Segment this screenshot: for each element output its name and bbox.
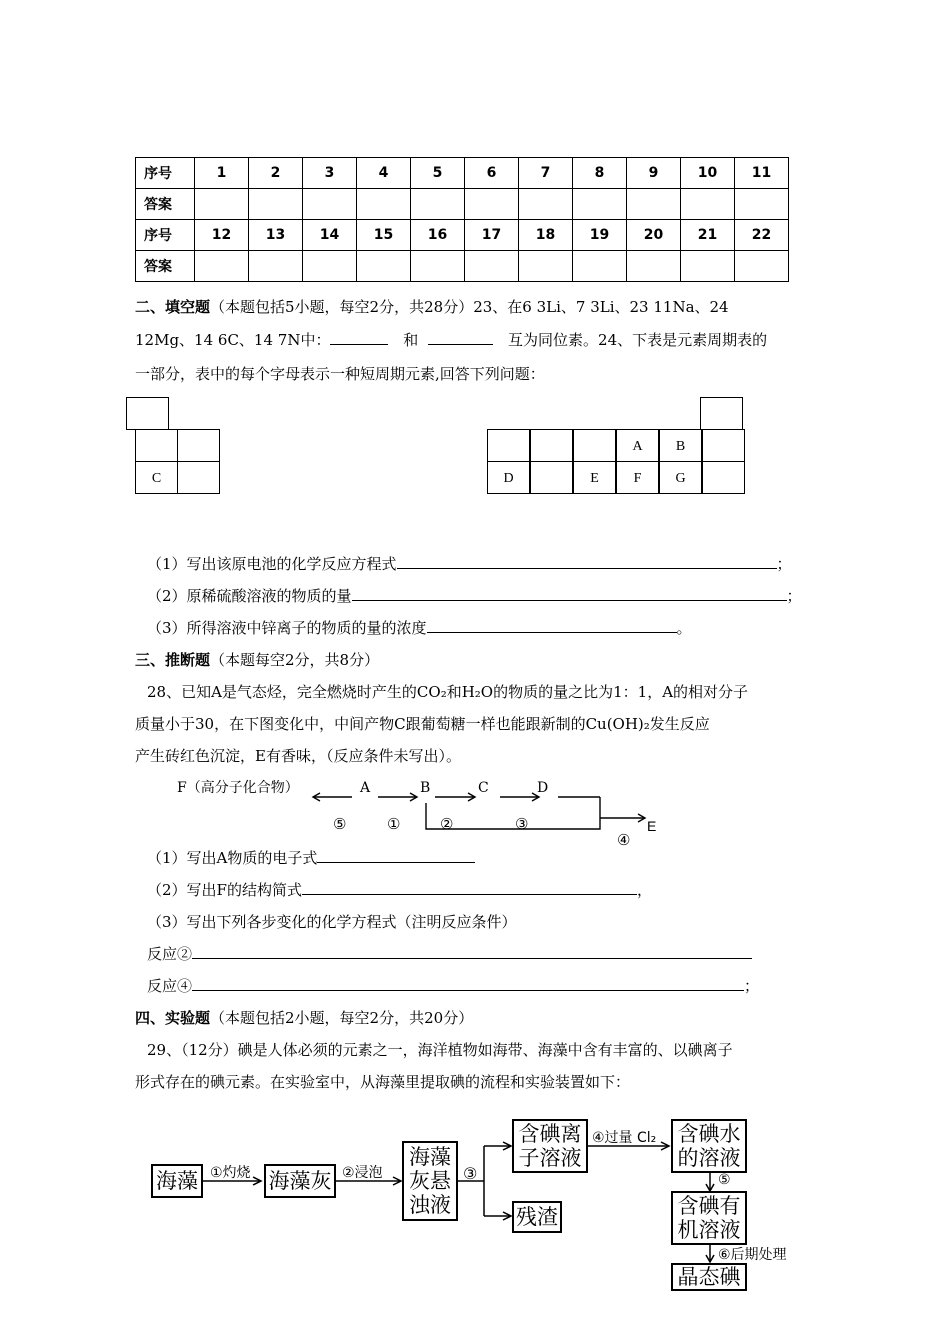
table-cell: 4 xyxy=(357,158,411,189)
label-step5: ⑤ xyxy=(718,1172,731,1188)
table-cell: 10 xyxy=(681,158,735,189)
q23-and: 和 xyxy=(403,331,419,349)
answer-label: 答案 xyxy=(136,189,195,220)
table-cell: 1 xyxy=(195,158,249,189)
section2-line3: 一部分，表中的每个字母表示一种短周期元素,回答下列问题： xyxy=(135,365,545,383)
header-label: 序号 xyxy=(136,220,195,251)
box-line: 含碘水 xyxy=(677,1122,741,1146)
punct: ； xyxy=(776,555,792,573)
section3-desc: （本题每空2分，共8分） xyxy=(210,651,380,669)
box-line: 子溶液 xyxy=(518,1146,582,1170)
flow-c: C xyxy=(478,780,489,796)
table-cell: 17 xyxy=(465,220,519,251)
question-text: （1）写出该原电池的化学反应方程式 xyxy=(147,555,397,573)
table-cell: 7 xyxy=(519,158,573,189)
punct: 。 xyxy=(676,619,692,637)
table-cell: 21 xyxy=(681,220,735,251)
table-cell: 20 xyxy=(627,220,681,251)
label-step4: ④过量 Cl₂ xyxy=(592,1130,657,1146)
box-jingtai: 晶态碘 xyxy=(671,1263,747,1291)
table-cell: 15 xyxy=(357,220,411,251)
flow-a: A xyxy=(360,780,371,796)
box-canzha: 残渣 xyxy=(512,1201,562,1233)
label-step2: ②浸泡 xyxy=(342,1165,383,1181)
q28-p3: 产生砖红色沉淀，E有香味，（反应条件未写出）。 xyxy=(135,747,461,765)
q28-p2: 质量小于30，在下图变化中，中间产物C跟葡萄糖一样也能跟新制的Cu(OH)₂发生反应 xyxy=(135,715,710,733)
section3-title: 三、推断题 xyxy=(135,651,211,669)
q28-p1: 28、已知A是气态烃，完全燃烧时产生的CO₂和H₂O的物质的量之比为1：1，A的相对分子 xyxy=(147,683,749,701)
box-haizao: 海藻 xyxy=(151,1164,203,1198)
table-cell: 18 xyxy=(519,220,573,251)
section4-desc: （本题包括2小题，每空2分，共20分） xyxy=(210,1009,474,1027)
box-xuanzhuo xyxy=(402,1141,458,1221)
table-cell: 6 xyxy=(465,158,519,189)
question-text: （2）原稀硫酸溶液的物质的量 xyxy=(147,587,352,605)
box-line: 含碘有 xyxy=(677,1194,741,1218)
label-step6: ⑥后期处理 xyxy=(718,1247,787,1263)
section2-title: 二、填空题 xyxy=(135,298,211,316)
box-line: 浊液 xyxy=(409,1193,451,1217)
box-line: 海藻 xyxy=(409,1145,451,1169)
q28-3: （3）写出下列各步变化的化学方程式（注明反应条件） xyxy=(147,913,517,931)
table-cell: 3 xyxy=(303,158,357,189)
section4-title: 四、实验题 xyxy=(135,1009,211,1027)
q23-text: 12Mg、14 6C、14 7N中： xyxy=(135,331,331,349)
pt-cell-f: F xyxy=(616,461,659,494)
flow-f: F（高分子化合物） xyxy=(177,780,299,796)
table-cell: 5 xyxy=(411,158,465,189)
punct: ； xyxy=(786,587,802,605)
q29-p1: 29、（12分）碘是人体必须的元素之一，海洋植物如海带、海藻中含有丰富的、以碘离子 xyxy=(147,1041,733,1059)
table-cell: 12 xyxy=(195,220,249,251)
box-youji xyxy=(671,1191,747,1245)
flow-d: D xyxy=(537,780,549,796)
punct: ； xyxy=(744,977,760,995)
q23-rest: 互为同位素。24、下表是元素周期表的 xyxy=(508,331,768,349)
pt-cell-c: C xyxy=(135,461,178,494)
pt-cell-a: A xyxy=(616,429,659,462)
table-cell: 19 xyxy=(573,220,627,251)
box-hanshui xyxy=(671,1119,747,1173)
flow-step1: ① xyxy=(387,815,401,833)
q29-p2: 形式存在的碘元素。在实验室中，从海藻里提取碘的流程和实验装置如下： xyxy=(135,1073,631,1091)
question-text: （1）写出A物质的电子式 xyxy=(147,849,318,867)
pt-cell-b: B xyxy=(659,429,702,462)
flow-step4: ④ xyxy=(617,831,631,849)
pt-cell-e: E xyxy=(573,461,616,494)
box-line: 的溶液 xyxy=(677,1146,741,1170)
table-cell: 16 xyxy=(411,220,465,251)
box-line: 灰悬 xyxy=(409,1169,451,1193)
table-cell: 11 xyxy=(735,158,789,189)
reaction-label: 反应② xyxy=(147,945,193,963)
label-step3: ③ xyxy=(463,1164,478,1183)
flow-step2: ② xyxy=(440,815,454,833)
question-text: （2）写出F的结构简式 xyxy=(147,881,302,899)
table-cell: 22 xyxy=(735,220,789,251)
punct: ， xyxy=(636,881,652,899)
box-haizaohui: 海藻灰 xyxy=(264,1164,336,1198)
table-cell: 8 xyxy=(573,158,627,189)
flow-step3: ③ xyxy=(515,815,529,833)
table-cell: 2 xyxy=(249,158,303,189)
pt-cell-g: G xyxy=(659,461,702,494)
pt-cell-d: D xyxy=(487,461,530,494)
box-line: 含碘离 xyxy=(518,1122,582,1146)
flow-e: E xyxy=(647,818,657,834)
question-text: （3）所得溶液中锌离子的物质的量的浓度 xyxy=(147,619,427,637)
box-line: 机溶液 xyxy=(677,1218,741,1242)
table-cell: 13 xyxy=(249,220,303,251)
flow-b: B xyxy=(420,780,431,796)
section2-desc: （本题包括5小题，每空2分，共28分）23、在6 3Li、7 3Li、23 11Na、24 xyxy=(210,298,729,316)
table-cell: 9 xyxy=(627,158,681,189)
label-step1: ①灼烧 xyxy=(210,1165,251,1181)
flow-step5: ⑤ xyxy=(333,815,347,833)
reaction-label: 反应④ xyxy=(147,977,193,995)
table-cell: 14 xyxy=(303,220,357,251)
answer-label: 答案 xyxy=(136,251,195,282)
header-label: 序号 xyxy=(136,158,195,189)
box-hanlizi xyxy=(512,1119,588,1173)
